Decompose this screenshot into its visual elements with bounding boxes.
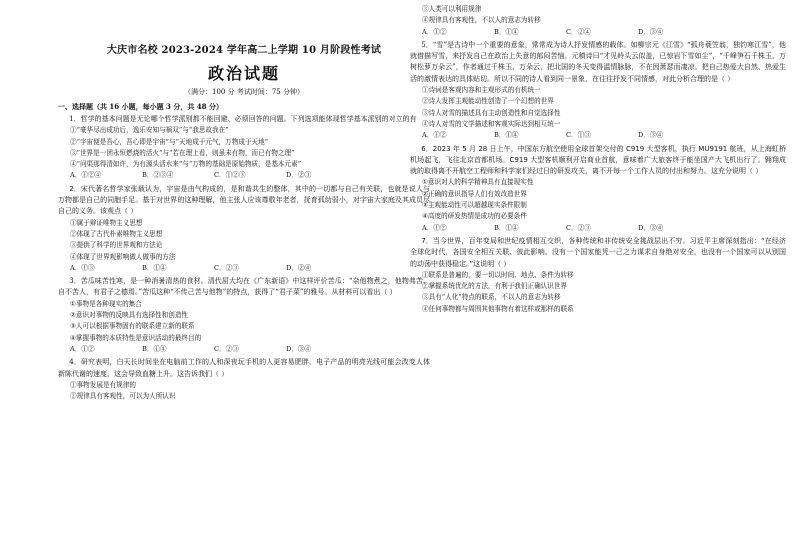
choice-b: B．②③④ bbox=[142, 171, 174, 180]
question-2: 2．宋代著名哲学家张载认为，宇宙是由气构成的，是和谐共生的整体，其中的一切都与自己有关联，也就是说人与万物都是自己的同胞手足。基于对世界的这种理解，他主张人应该尊敬年老者，抚育孤幼弱小，对宇宙大家庭及其成员尽自己的义务。该观点（ ） bbox=[58, 184, 430, 216]
choice-a: A．①②④ bbox=[70, 171, 102, 180]
choice-d: D．③④ bbox=[638, 27, 664, 36]
option: ①联系是普遍的，要一切以时间、地点、条件为转移 bbox=[422, 270, 574, 279]
choice-a: A．①② bbox=[422, 223, 447, 232]
option: ④任何事物都与周围其他事物有着这样或那样的联系 bbox=[422, 304, 574, 313]
choice-d: D．③④ bbox=[286, 344, 312, 353]
answer-choices bbox=[410, 27, 786, 38]
answer-choices bbox=[410, 223, 786, 234]
choice-b: B．①④ bbox=[142, 344, 167, 353]
option: ①“豪华尽出成功后，逸乐安知与祸双”与“我思故我在” bbox=[70, 126, 229, 135]
option: ①属于辩证唯物主义思想 bbox=[70, 218, 143, 227]
choice-c: C．①③ bbox=[566, 131, 591, 140]
option: ④诗人对雪的文学描述和客观实际达到相互统一 bbox=[422, 119, 561, 128]
answer-choices bbox=[410, 130, 786, 141]
option: ④掌握事物的本质特性是意识活动的最终目的 bbox=[70, 333, 202, 342]
subject-title: 政治试题 bbox=[207, 64, 280, 83]
option: ③诗人对雪的描述具有主动创造性和自觉选择性 bbox=[422, 108, 561, 117]
option: ①事物是各种现实的集合 bbox=[70, 299, 142, 308]
option: ②体现了古代朴素唯物主义思想 bbox=[70, 229, 163, 238]
option: ③主观能动性可以超越现实条件限制 bbox=[422, 201, 527, 210]
option: ①诗词是客观内容和主观形式的有机统一 bbox=[422, 86, 541, 95]
choice-a: A．①③ bbox=[70, 263, 95, 272]
option: ②规律具有客观性，可以为人所认识 bbox=[70, 392, 176, 401]
option: ②正确的意识指导人们有效改造世界 bbox=[422, 189, 527, 198]
option: ①意识对人的科学精神具有直接现实性 bbox=[422, 178, 534, 187]
option: ③人可以根据事物固有的联系建立新的联系 bbox=[70, 322, 195, 331]
exam-title: 大庆市名校 2023-2024 学年高二上学期 10 月阶段性考试 bbox=[106, 45, 382, 56]
left-column bbox=[58, 0, 430, 560]
choice-d: D．②④ bbox=[286, 263, 312, 272]
answer-choices bbox=[58, 344, 430, 355]
choice-a: A．①② bbox=[70, 344, 95, 353]
question-4: 4．研究表明，白天长时间坐在电脑前工作的人和深夜玩手机的人更容易肥胖，电子产品的明亮光线可能会改变人体新陈代谢的速度，这会导致血糖上升。这告诉我们（ ） bbox=[58, 358, 430, 378]
choice-d: D．③④ bbox=[638, 223, 664, 232]
choice-c: C．②③ bbox=[214, 344, 239, 353]
option: ①事物发展是有规律的 bbox=[70, 380, 136, 389]
exam-info: （满分：100 分 考试时间：75 分钟） bbox=[184, 88, 304, 96]
option: ④“问渠那得清如许，为有源头活水来”与“万物的基础是原始物质，是基本元素” bbox=[70, 160, 302, 169]
section-heading: 一、选择题（共 16 小题，每小题 3 分，共 48 分） bbox=[58, 102, 223, 111]
option: ③提供了科学的世界观和方法论 bbox=[70, 241, 163, 250]
choice-c: C．②④ bbox=[566, 27, 591, 36]
choice-d: D．②③ bbox=[286, 171, 312, 180]
option: ②“宇宙便是吾心，吾心即是宇宙”与“天地成于元气，万物成于天地” bbox=[70, 137, 269, 146]
choice-c: C．②③ bbox=[566, 223, 591, 232]
choice-c: C．②③ bbox=[214, 263, 239, 272]
choice-d: D．③④ bbox=[638, 131, 664, 140]
option: ③“世界是一团永恒燃烧的活火”与“若在理上看，则虽未有物，而已有物之理” bbox=[70, 148, 295, 157]
option: ③具有“人化”特点的联系，不以人的意志为转移 bbox=[422, 293, 561, 302]
option: ④体现了世界观影响做人做事的方法 bbox=[70, 252, 176, 261]
right-column bbox=[410, 0, 786, 560]
option: ②诗人发挥主观能动性创造了一个幻想的世界 bbox=[422, 97, 554, 106]
question-5: 5．“雪”是古诗中一个重要的意象，常常成为诗人抒发情感的载体。如柳宗元《江雪》“孤舟蓑笠翁，独钓寒江雪”，他就借描写雪，来抒发自己在政治上失意的郁闷苦恼。元稹诗曰“才见岭头云似盖，已惊岩下雪如尘”，“千峰笋石千株玉，万树松萝万朵云”，作者通过千株玉、万朵云，把北国的冬天变得温情脉脉，不在因萧瑟而凄凉。把自己热爱大自然、热爱生活的激情表达的具体贴切。所以不同的诗人看到同一景象，在往往抒发不同情感，对此分析合理的是（ ） bbox=[410, 40, 786, 83]
question-7: 7．当今世界，百年变局和世纪疫情相互交织，各种传统和非传统安全挑战层出不穷。习近平主席深刻指出：“在经济全球化时代，各国安全相互关联、彼此影响。没有一个国家能凭一己之力谋求自身绝对安全，也没有一个国家可以从别国的动荡中获得稳定。”这说明（ ） bbox=[410, 236, 786, 268]
option: ④规律具有客观性，不以人的意志为转移 bbox=[422, 16, 541, 25]
option: ④高度的研发热情是成功的必要条件 bbox=[422, 212, 527, 221]
choice-b: B．①④ bbox=[142, 263, 167, 272]
question-6: 6．2023 年 5 月 28 日上午，中国东方航空使用全球首架交付的 C919 大型客机，执行 MU9191 航班，从上海虹桥机场起飞，飞往北京首都机场。C919 大型客机顺利开启商业首航，意味着广大旅客终于能坐国产大飞机出行了。翱翔成就的取得离不开航空工程师和科学家们经过日的研发攻关，离不开每一个工作人员的付出和努力。这充分说明（ ） bbox=[410, 144, 786, 176]
answer-choices bbox=[58, 263, 430, 274]
choice-b: B．①④ bbox=[494, 223, 519, 232]
question-3: 3．苦瓜味苦性寒，是一种消暑清热的食材。清代屈大均在《广东新语》中这样评价苦瓜：“杂他物煮之，他物弗苦，自不苦人，有君子之德焉。”苦瓜这种“不传己苦与他物”的特点，获得了“君子菜”的雅号。从材料可以看出（ ） bbox=[58, 277, 430, 297]
choice-b: B．①④ bbox=[494, 131, 519, 140]
question-1: 1．哲学的基本问题是无论哪个哲学派别都不能回避、必须回答的问题。下列选项能体现哲学基本派别的对立的有 bbox=[69, 115, 417, 123]
option: ②掌握系统优化的方法，有利于我们正确认识世界 bbox=[422, 282, 568, 291]
option: ③人类可以利用规律 bbox=[422, 5, 482, 13]
choice-a: A．①② bbox=[422, 27, 447, 36]
answer-choices bbox=[58, 170, 430, 181]
option: ②意识对事物的反映具有选择性和创造性 bbox=[70, 311, 189, 320]
choice-c: C．①②③ bbox=[214, 171, 246, 180]
choice-a: A．①② bbox=[422, 131, 447, 140]
choice-b: B．①④ bbox=[494, 27, 519, 36]
